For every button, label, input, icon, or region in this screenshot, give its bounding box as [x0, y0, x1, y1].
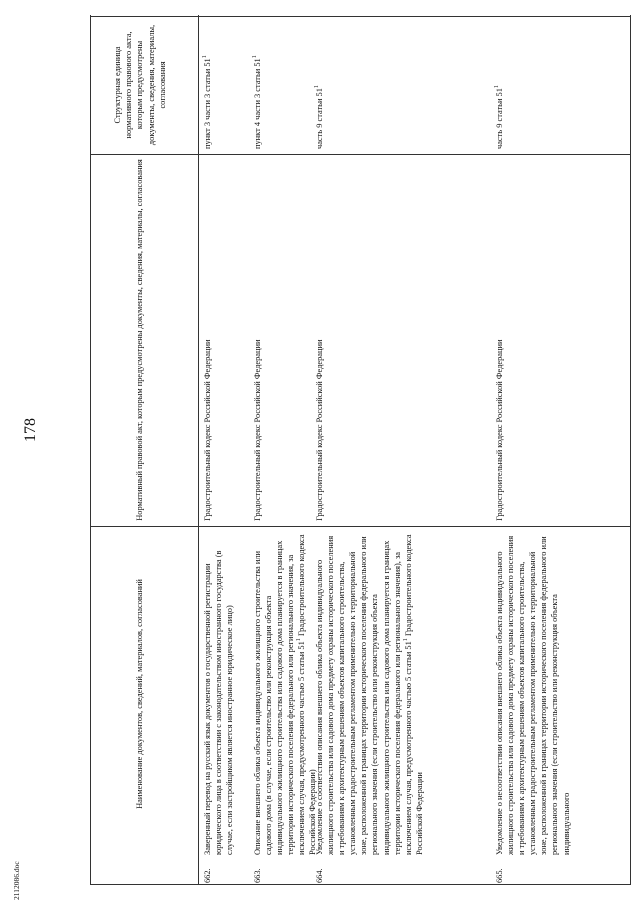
row-act: Градостроительный кодекс Российской Федерации: [203, 339, 212, 521]
header-act: Нормативный правовой акт, которым предусмотрены документы, сведения, материалы, согласования: [135, 159, 145, 521]
header-name: Наименование документов, сведений, материалов, согласований: [135, 579, 145, 809]
header-unit: Структурная единица нормативного правового акта, которым предусмотрены документы, сведения, материалы, согласования: [113, 24, 167, 146]
row-act: Градостроительный кодекс Российской Федерации: [495, 339, 504, 521]
row-number: 664.: [315, 868, 324, 883]
page-number: 178: [22, 418, 39, 442]
document-code: 2112086.doc: [12, 861, 21, 900]
row-unit: часть 9 статьи $51^1$: [494, 85, 504, 149]
row-unit: пункт 4 части 3 статьи $51^1$: [252, 55, 262, 149]
row-name: Уведомление о соответствии описания внешнего облика объекта индивидуального жилищного строительства или садового дома предмету охраны исторического поселения и требованиям к архитектурным решениям объектов капитального строительства, установленным градостроительным регламентом применительно к территориальной зоне, расположенной в границах территории исторического поселения федерального или регионального значения (если строительство или реконструкция объекта индивидуального жилищного строительства или садового дома планируется в границах территории исторического поселения федерального или регионального значения), за исключением случая, предусмотренного частью 5 статьи $51^1$ Градостроительного кодекса Российской Федерации: [315, 534, 424, 855]
row-act: Градостроительный кодекс Российской Федерации: [253, 339, 262, 521]
row-name: Описание внешнего облика объекта индивидуального жилищного строительства или садового дома (в случае, если строительство или реконструкция объекта индивидуального жилищного строительства или садового дома планируется в границах территории исторического поселения федерального или регионального значения, за исключением случая, предусмотренного частью 5 статьи $51^1$ Градостроительного кодекса Российской Федерации): [253, 534, 318, 855]
row-unit: пункт 3 части 3 статьи $51^1$: [202, 55, 212, 149]
row-name: Заверенный перевод на русский язык документов о государственной регистрации юридического лица в соответствии с законодательством иностранного государства (в случае, если застройщиком является иностранное юридическое лицо): [203, 550, 235, 855]
row-number: 663.: [253, 868, 262, 883]
document-table: [90, 15, 630, 885]
row-unit: часть 9 статьи $51^1$: [314, 85, 324, 149]
row-name: Уведомление о несоответствии описания внешнего облика объекта индивидуального жилищного строительства или садового дома предмету охраны исторического поселения и требованиям к архитектурным решениям объектов капитального строительства, установленным градостроительным регламентом применительно к территориальной зоне, расположенной в границах территории исторического поселения федерального или регионального значения (если строительство или реконструкция объекта индивидуального: [495, 535, 571, 855]
row-number: 665.: [495, 868, 504, 883]
row-act: Градостроительный кодекс Российской Федерации: [315, 339, 324, 521]
row-number: 662.: [203, 868, 212, 883]
